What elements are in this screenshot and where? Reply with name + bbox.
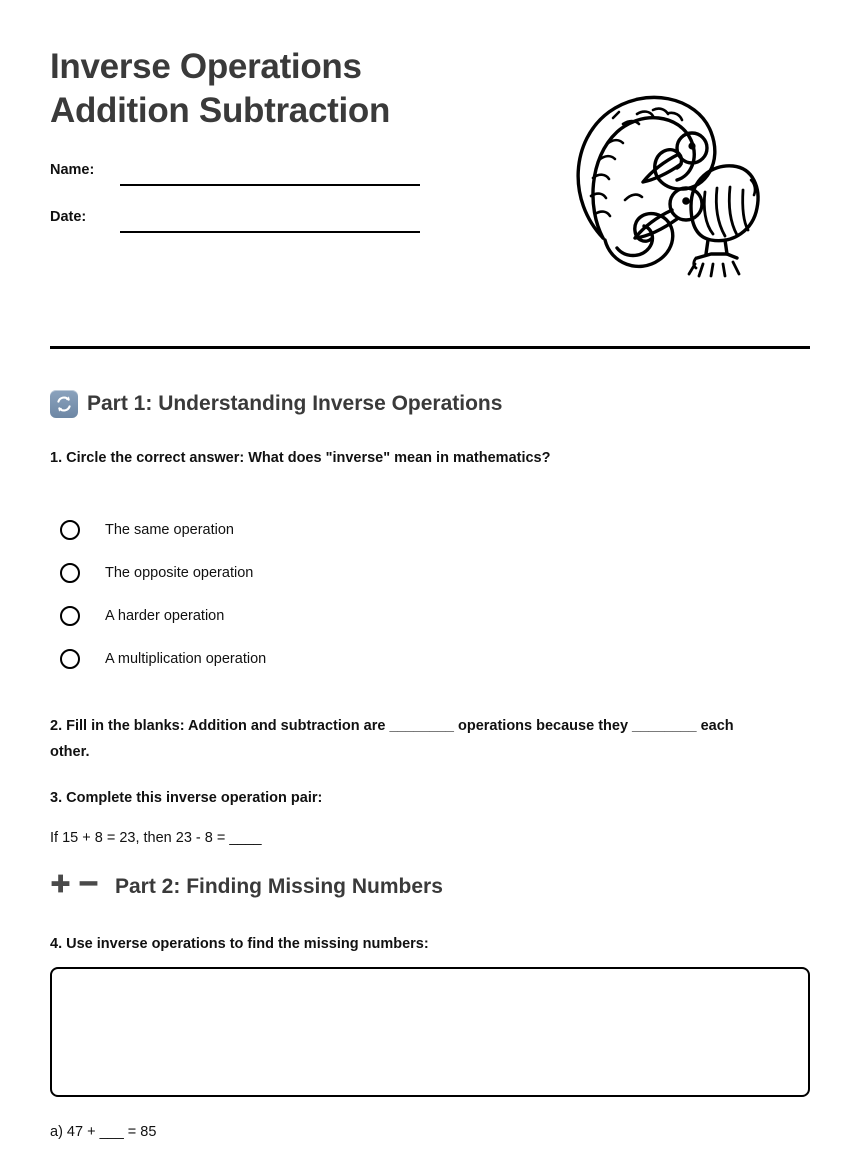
date-field-label: Date:	[50, 209, 87, 225]
radio-circle-icon[interactable]	[60, 563, 80, 583]
page-title-line-2: Addition Subtraction	[50, 91, 391, 130]
part1-heading-label: Part 1: Understanding Inverse Operations	[87, 392, 503, 415]
question-3-text: 3. Complete this inverse operation pair:	[50, 790, 323, 806]
header-divider	[50, 346, 810, 349]
question-1-text: 1. Circle the correct answer: What does "inverse" mean in mathematics?	[50, 450, 551, 466]
koru-kiwi-illustration	[565, 88, 765, 278]
part1-heading	[50, 390, 502, 418]
option-label: A harder operation	[105, 607, 225, 624]
plus-minus-icon-group	[50, 873, 99, 900]
name-field-rule[interactable]	[120, 184, 420, 186]
option-item[interactable]	[60, 594, 480, 637]
minus-icon	[78, 873, 99, 900]
question-4-item-a: a) 47 + ___ = 85	[50, 1124, 157, 1140]
question-3-equation: If 15 + 8 = 23, then 23 - 8 = ____	[50, 830, 262, 846]
option-label: The same operation	[105, 521, 234, 538]
question-2-text: 2. Fill in the blanks: Addition and subtraction are ________ operations because they ________ each other.	[50, 718, 734, 760]
part2-heading	[50, 873, 443, 900]
option-item[interactable]	[60, 551, 480, 594]
page-title	[50, 45, 570, 133]
date-field-row	[50, 209, 470, 239]
option-label: A multiplication operation	[105, 650, 267, 667]
radio-circle-icon[interactable]	[60, 649, 80, 669]
question-4-work-box[interactable]	[50, 967, 810, 1097]
part2-heading-label: Part 2: Finding Missing Numbers	[115, 874, 443, 898]
name-field-label: Name:	[50, 162, 95, 178]
question-4-text: 4. Use inverse operations to find the missing numbers:	[50, 936, 429, 952]
option-item[interactable]	[60, 508, 480, 551]
radio-circle-icon[interactable]	[60, 606, 80, 626]
refresh-arrows-icon	[50, 390, 78, 418]
page-title-line-1: Inverse Operations	[50, 47, 362, 86]
date-field-rule[interactable]	[120, 231, 420, 233]
question-1-options	[60, 508, 480, 680]
radio-circle-icon[interactable]	[60, 520, 80, 540]
option-item[interactable]	[60, 637, 480, 680]
name-field-row	[50, 162, 470, 192]
plus-icon	[50, 873, 71, 900]
option-label: The opposite operation	[105, 564, 254, 581]
